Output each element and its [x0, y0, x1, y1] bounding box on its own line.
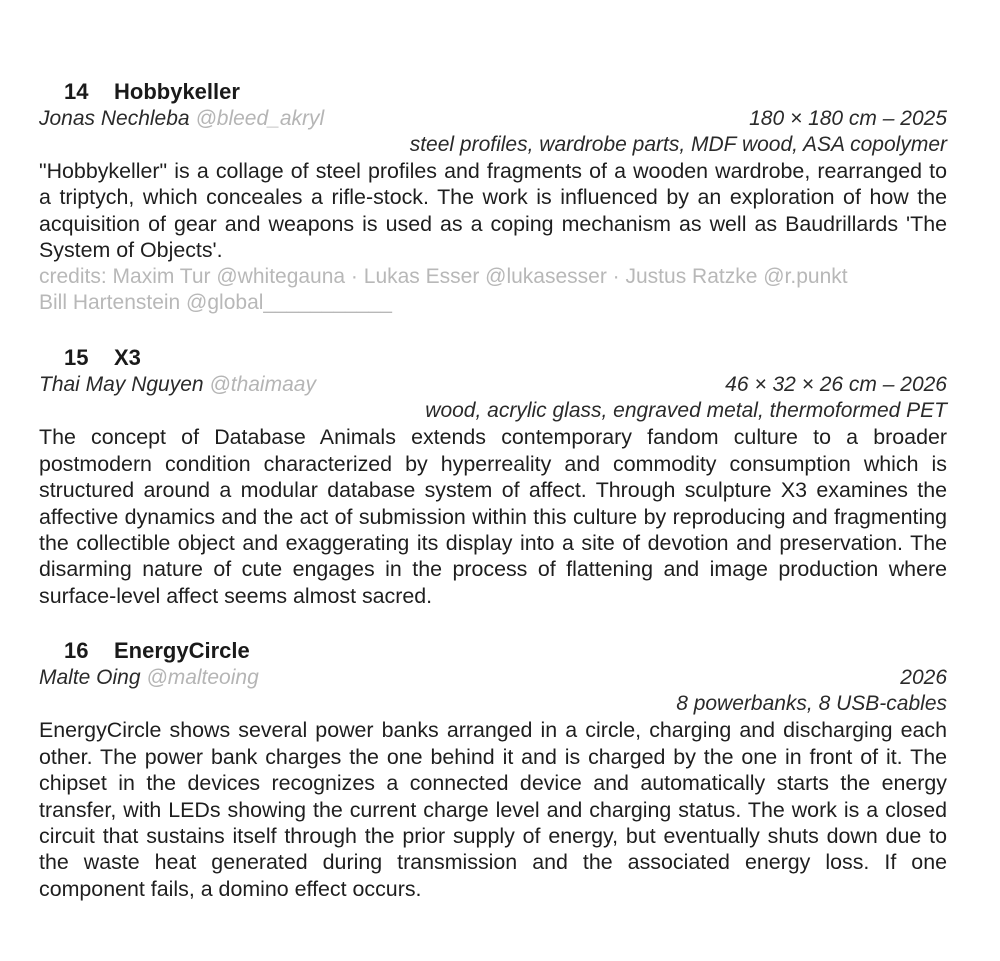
entry-number: 14: [64, 79, 89, 104]
dimensions-year: 46 × 32 × 26 cm – 2026: [725, 373, 947, 397]
entry-number: 16: [64, 638, 89, 664]
description: "Hobbykeller" is a collage of steel profiles and fragments of a wooden wardrobe, rearranged to a triptych, which conceales a rifle-stock. The work is influenced by an exploration of how the acquisition of gear and weapons is used as a coping mechanism as well as Baudrillards 'The System of Objects'.: [39, 159, 947, 263]
entry-title: Hobbykeller: [114, 79, 240, 104]
entry-heading: [39, 637, 947, 665]
materials: 8 powerbanks, 8 USB-cables: [676, 692, 947, 716]
entry-heading: [39, 78, 947, 106]
dimensions-year: 180 × 180 cm – 2025: [749, 107, 947, 130]
credits-line: credits: Maxim Tur @whitegauna · Lukas Esser @lukasesser · Justus Ratzke @r.punkt: [39, 264, 848, 288]
description: EnergyCircle shows several power banks arranged in a circle, charging and discharging each other. The power bank charges the one behind it and is charged by the one in front of it. The chipset in the devices recognizes a connected device and automatically starts the energy transfer, with LEDs showing the current charge level and charging status. The work is a closed circuit that sustains itself through the prior supply of energy, but eventually shuts down due to the waste heat generated during transmission and the associated energy loss. If one component fails, a domino effect occurs.: [39, 718, 947, 901]
artist-handle: @bleed_akryl: [195, 107, 325, 130]
artist-handle: @malteoing: [146, 666, 259, 690]
entry-number: 15: [64, 345, 89, 371]
artwork-entry-15: [39, 344, 947, 609]
artist-name: Jonas Nechleba: [39, 107, 190, 130]
entry-title: X3: [114, 345, 141, 371]
artist-credit: [39, 372, 316, 398]
materials: steel profiles, wardrobe parts, MDF wood, ASA copolymer: [409, 133, 947, 156]
materials: wood, acrylic glass, engraved metal, thermoformed PET: [425, 399, 947, 423]
dimensions-year: 2026: [900, 666, 947, 690]
artist-row: [39, 106, 947, 132]
credits-line: Bill Hartenstein @global___________: [39, 291, 392, 315]
entry-heading: [39, 344, 947, 372]
entry-title: EnergyCircle: [114, 638, 250, 664]
artist-handle: @thaimaay: [209, 373, 316, 397]
artist-credit: [39, 665, 259, 691]
description: The concept of Database Animals extends contemporary fandom culture to a broader postmodern condition characterized by hyperreality and commodity consumption which is structured around a modular database system of affect. Through sculpture X3 examines the affective dynamics and the act of submission within this culture by reproducing and fragmenting the collectible object and exaggerating its display into a site of devotion and preservation. The disarming nature of cute engages in the process of flattening and image production where surface-level affect seems almost sacred.: [39, 425, 947, 608]
artist-name: Thai May Nguyen: [39, 373, 204, 397]
artist-name: Malte Oing: [39, 666, 141, 690]
catalogue-page: [39, 78, 947, 902]
artwork-entry-14: [39, 78, 947, 316]
artist-row: [39, 665, 947, 691]
artwork-entry-16: [39, 637, 947, 902]
artist-credit: [39, 106, 324, 132]
artist-row: [39, 372, 947, 398]
